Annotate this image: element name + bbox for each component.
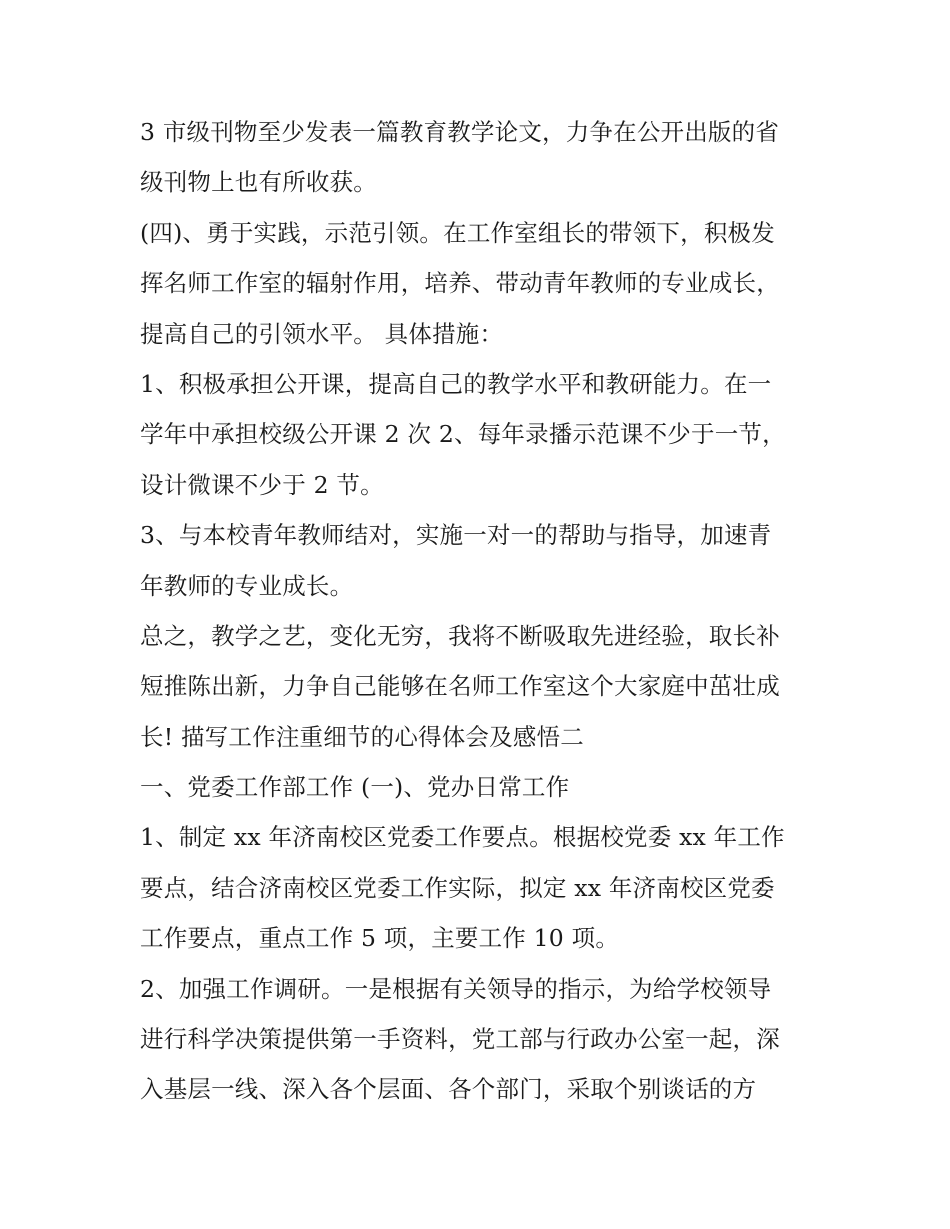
text-line: 长! 描写工作注重细节的心得体会及感悟二	[140, 722, 584, 751]
text-line: 3、与本校青年教师结对，实施一对一的帮助与指导，加速青	[140, 521, 772, 550]
text-line: 挥名师工作室的辐射作用，培养、带动青年教师的专业成长，	[140, 269, 780, 298]
text-line: 提高自己的引领水平。 具体措施：	[140, 319, 504, 348]
text-line: 设计微课不少于 2 节。	[140, 470, 384, 499]
document-body	[140, 107, 820, 1115]
text-line: 级刊物上也有所收获。	[140, 168, 377, 197]
text-line: 1、积极承担公开课，提高自己的教学水平和教研能力。在一	[140, 369, 772, 398]
text-line: (四)、勇于实践，示范引领。在工作室组长的带领下，积极发	[140, 218, 775, 247]
text-line: 2、加强工作调研。一是根据有关领导的指示，为给学校领导	[140, 974, 772, 1003]
text-line: 3 市级刊物至少发表一篇教育教学论文，力争在公开出版的省	[140, 118, 780, 146]
text-line: 一、党委工作部工作 (一)、党办日常工作	[140, 773, 570, 802]
text-line: 入基层一线、深入各个层面、各个部门，采取个别谈话的方	[140, 1075, 757, 1104]
text-line: 1、制定 xx 年济南校区党委工作要点。根据校党委 xx 年工作	[140, 823, 785, 852]
text-line: 学年中承担校级公开课 2 次 2、每年录播示范课不少于一节，	[140, 420, 786, 449]
text-line: 总之，教学之艺，变化无穷，我将不断吸取先进经验，取长补	[140, 621, 780, 650]
text-line: 要点，结合济南校区党委工作实际，拟定 xx 年济南校区党委	[140, 873, 775, 902]
text-line: 年教师的专业成长。	[140, 571, 354, 600]
text-line: 工作要点，重点工作 5 项，主要工作 10 项。	[140, 924, 620, 953]
text-line: 短推陈出新，力争自己能够在名师工作室这个大家庭中茁壮成	[140, 672, 780, 701]
text-line: 进行科学决策提供第一手资料，党工部与行政办公室一起，深	[140, 1025, 780, 1054]
